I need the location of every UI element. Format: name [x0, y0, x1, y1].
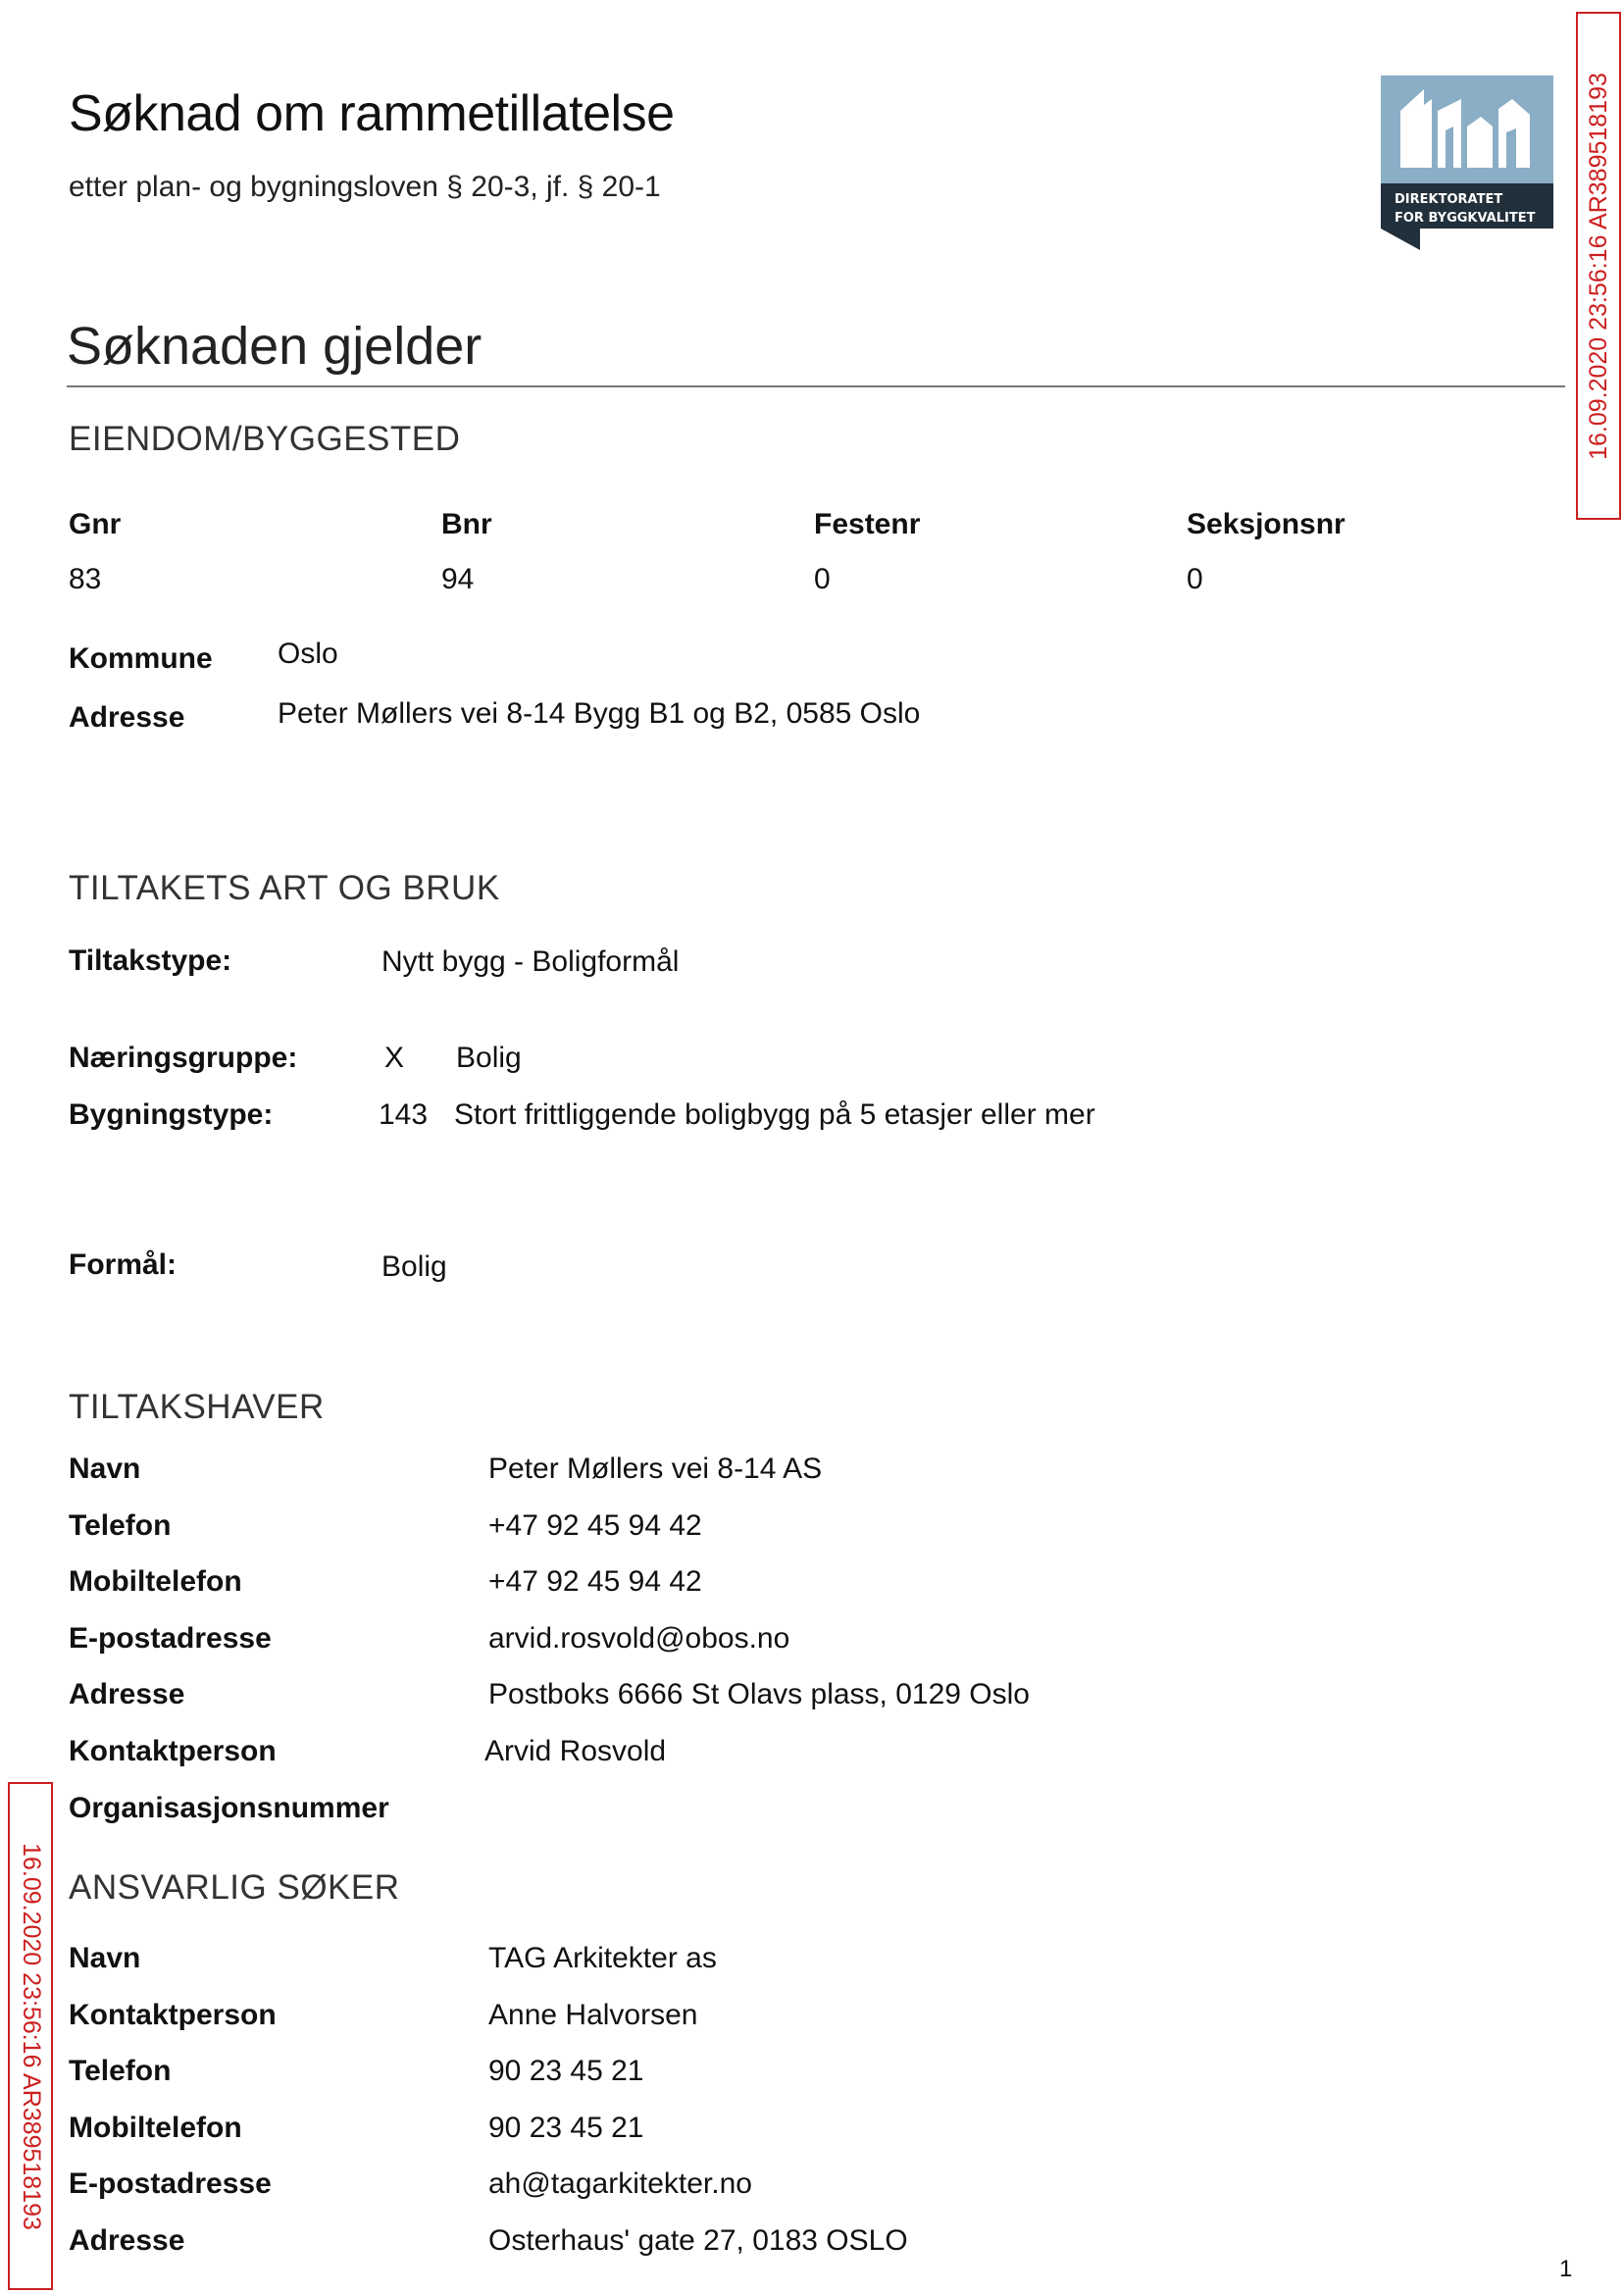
document-title: Søknad om rammetillatelse — [69, 85, 675, 142]
owner-contact-value: Arvid Rosvold — [484, 1735, 667, 1767]
applicant-email-label: E-postadresse — [69, 2167, 272, 2200]
applicant-name-label: Navn — [69, 1942, 141, 1974]
owner-phone-label: Telefon — [69, 1509, 172, 1542]
date-stamp-top: 16.09.2020 23:56:16 AR389518193 — [1576, 12, 1621, 520]
owner-address-label: Adresse — [69, 1678, 185, 1710]
municipality-value: Oslo — [278, 637, 338, 670]
applicant-contact-label: Kontaktperson — [69, 1999, 277, 2031]
applicant-contact-value: Anne Halvorsen — [488, 1999, 698, 2031]
owner-email-value: arvid.rosvold@obos.no — [488, 1622, 790, 1655]
applicant-address-label: Adresse — [69, 2224, 185, 2257]
logo-line-2: FOR BYGGKVALITET — [1395, 211, 1536, 226]
tiltakstype-label: Tiltakstype: — [69, 944, 232, 977]
naeringsgruppe-label: Næringsgruppe: — [69, 1042, 298, 1074]
naeringsgruppe-value: Bolig — [456, 1042, 522, 1074]
bygningstype-value: Stort frittliggende boligbygg på 5 etasjer eller mer — [454, 1098, 1095, 1131]
seksjonsnr-label: Seksjonsnr — [1187, 508, 1345, 540]
applicant-phone-value: 90 23 45 21 — [488, 2055, 644, 2087]
municipality-label: Kommune — [69, 642, 213, 675]
bnr-label: Bnr — [441, 508, 492, 540]
applicant-address-value: Osterhaus' gate 27, 0183 OSLO — [488, 2224, 908, 2257]
applicant-email-value: ah@tagarkitekter.no — [488, 2167, 752, 2200]
naeringsgruppe-code: X — [384, 1042, 405, 1074]
seksjonsnr-value: 0 — [1187, 563, 1203, 595]
formal-value: Bolig — [381, 1250, 447, 1283]
owner-phone-value: +47 92 45 94 42 — [488, 1509, 702, 1542]
bygningstype-code: 143 — [379, 1098, 429, 1131]
tiltakstype-value: Nytt bygg - Boligformål — [381, 945, 680, 978]
owner-mobile-label: Mobiltelefon — [69, 1565, 242, 1598]
section-title-applicant: ANSVARLIG SØKER — [69, 1868, 400, 1907]
owner-email-label: E-postadresse — [69, 1622, 272, 1655]
dibk-logo — [1381, 76, 1553, 264]
section-title-property: EIENDOM/BYGGESTED — [69, 420, 461, 458]
owner-name-value: Peter Møllers vei 8-14 AS — [488, 1453, 823, 1485]
owner-mobile-value: +47 92 45 94 42 — [488, 1565, 702, 1598]
applicant-mobile-value: 90 23 45 21 — [488, 2112, 644, 2144]
main-heading: Søknaden gjelder — [67, 317, 482, 376]
owner-contact-label: Kontaktperson — [69, 1735, 277, 1767]
festenr-label: Festenr — [814, 508, 921, 540]
owner-orgnr-label: Organisasjonsnummer — [69, 1792, 389, 1824]
formal-label: Formål: — [69, 1249, 178, 1281]
applicant-phone-label: Telefon — [69, 2055, 172, 2087]
document-subtitle: etter plan- og bygningsloven § 20-3, jf. § 20-1 — [69, 171, 661, 203]
address-label: Adresse — [69, 701, 185, 734]
festenr-value: 0 — [814, 563, 831, 595]
address-value: Peter Møllers vei 8-14 Bygg B1 og B2, 0585 Oslo — [278, 697, 921, 730]
gnr-label: Gnr — [69, 508, 122, 540]
page-number: 1 — [1559, 2256, 1573, 2282]
bygningstype-label: Bygningstype: — [69, 1098, 274, 1131]
section-title-project: TILTAKETS ART OG BRUK — [69, 869, 500, 907]
owner-address-value: Postboks 6666 St Olavs plass, 0129 Oslo — [488, 1678, 1030, 1710]
owner-name-label: Navn — [69, 1453, 141, 1485]
date-stamp-side: 16.09.2020 23:56:16 AR389518193 — [8, 1782, 53, 2290]
heading-divider — [67, 385, 1565, 387]
applicant-name-value: TAG Arkitekter as — [488, 1942, 717, 1974]
section-title-owner: TILTAKSHAVER — [69, 1388, 325, 1426]
logo-line-1: DIREKTORATET — [1395, 192, 1503, 207]
bnr-value: 94 — [441, 563, 475, 595]
applicant-mobile-label: Mobiltelefon — [69, 2112, 242, 2144]
gnr-value: 83 — [69, 563, 102, 595]
